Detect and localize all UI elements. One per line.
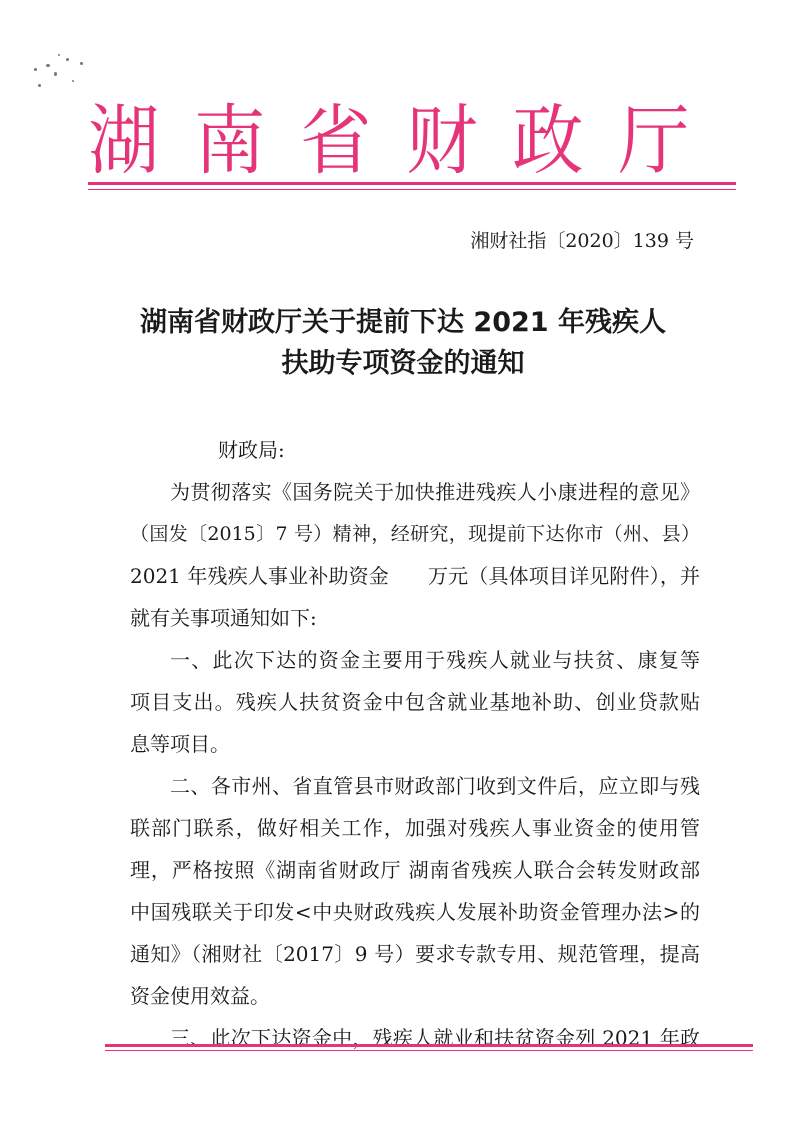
header-char: 湖 xyxy=(88,96,160,185)
header-rule-thin xyxy=(88,189,736,190)
header-char: 政 xyxy=(512,96,584,185)
body-line: 理，严格按照《湖南省财政厅 湖南省残疾人联合会转发财政部 xyxy=(130,858,700,882)
body-line: 三、此次下达资金中，残疾人就业和扶贫资金列 2021 年政 xyxy=(170,1026,700,1050)
header-char: 厅 xyxy=(618,96,690,185)
scan-specks xyxy=(28,48,98,98)
body-line: 一、此次下达的资金主要用于残疾人就业与扶贫、康复等 xyxy=(170,648,700,672)
issuing-authority-header xyxy=(88,96,690,186)
footer-rule-thin xyxy=(105,1050,753,1051)
header-char: 南 xyxy=(194,96,266,185)
addressee: 财政局: xyxy=(218,438,285,462)
body-line: 中国残联关于印发<中央财政残疾人发展补助资金管理办法>的 xyxy=(130,900,700,924)
body-line: 息等项目。 xyxy=(130,732,230,756)
body-line: （国发〔2015〕7 号）精神，经研究，现提前下达你市（州、县） xyxy=(130,523,700,545)
body-line: 项目支出。残疾人扶贫资金中包含就业基地补助、创业贷款贴 xyxy=(130,690,700,714)
body-line: 二、各市州、省直管县市财政部门收到文件后，应立即与残 xyxy=(170,774,700,798)
body-line: 为贯彻落实《国务院关于加快推进残疾人小康进程的意见》 xyxy=(170,480,700,504)
header-char: 财 xyxy=(406,96,478,185)
document-number: 湘财社指〔2020〕139 号 xyxy=(470,230,694,252)
body-line: 2021 年残疾人事业补助资金 万元（具体项目详见附件），并 xyxy=(130,564,700,588)
body-line: 联部门联系，做好相关工作，加强对残疾人事业资金的使用管 xyxy=(130,816,700,840)
body-line: 资金使用效益。 xyxy=(130,984,270,1008)
header-rule-thick xyxy=(88,182,736,185)
header-char: 省 xyxy=(300,96,372,185)
document-title-line-1: 湖南省财政厅关于提前下达 2021 年残疾人 xyxy=(140,307,666,338)
document-title-line-2: 扶助专项资金的通知 xyxy=(281,348,525,379)
body-line: 就有关事项通知如下: xyxy=(130,606,317,630)
body-line: 通知》（湘财社〔2017〕9 号）要求专款专用、规范管理，提高 xyxy=(130,942,700,966)
footer-rule-thick xyxy=(105,1044,753,1047)
